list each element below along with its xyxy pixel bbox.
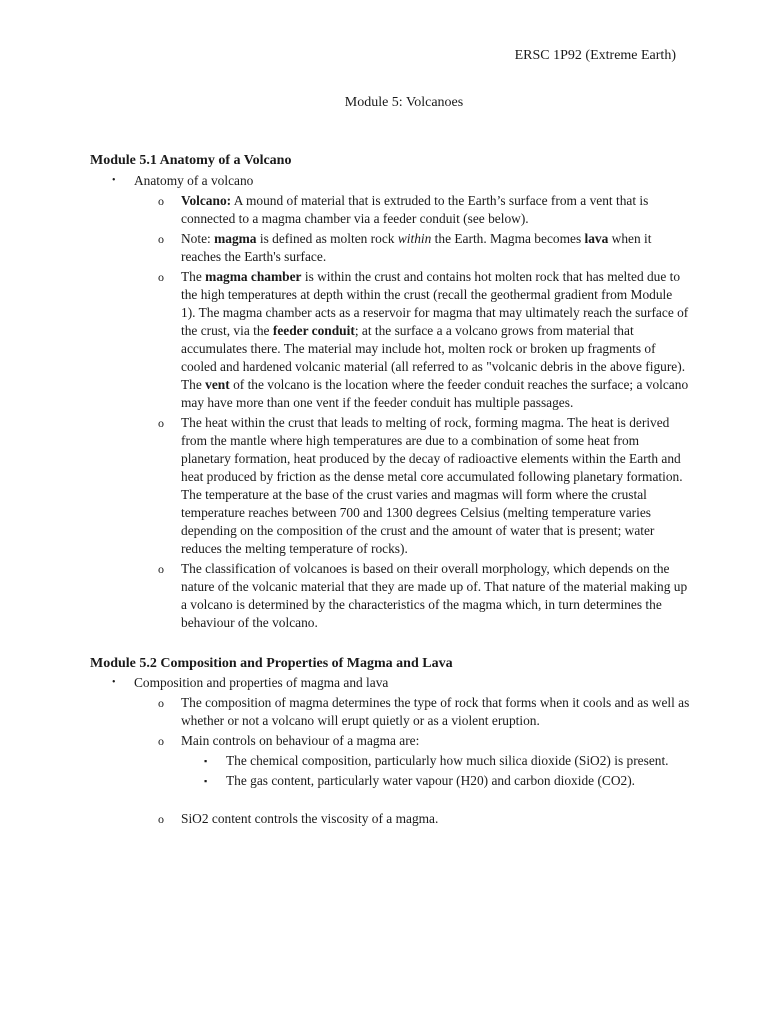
list-item bbox=[90, 172, 690, 190]
list-item bbox=[90, 560, 690, 632]
list-item-text: The chemical composition, particularly how much silica dioxide (SiO2) is present. bbox=[226, 753, 669, 768]
list-item-text: SiO2 content controls the viscosity of a magma. bbox=[181, 811, 439, 826]
list-item bbox=[90, 732, 690, 750]
list-item-text: Main controls on behaviour of a magma are: bbox=[181, 733, 420, 748]
section-5-1-list bbox=[90, 172, 690, 632]
list-item-text: Composition and properties of magma and lava bbox=[134, 675, 389, 690]
list-item bbox=[90, 694, 690, 730]
circle-marker: o bbox=[158, 232, 164, 246]
list-item-text: Note: magma is defined as molten rock within the Earth. Magma becomes lava when it reaches the Earth's surface. bbox=[181, 231, 652, 264]
list-item bbox=[90, 772, 690, 790]
circle-marker: o bbox=[158, 416, 164, 430]
list-item-text: The heat within the crust that leads to melting of rock, forming magma. The heat is derived from the mantle where high temperatures are due to a combination of some heat from planetary formation, heat produced by the decay of radioactive elements within the Earth and heat produced by friction as the dense metal core accumulated following planetary formation. The temperature at the base of the crust varies and magmas will form where the crustal temperature reaches between 700 and 1300 degrees Celsius (melting temperature varies depending on the composition of the crust and the amount of water that is present; water reduces the melting temperature of rocks). bbox=[181, 415, 683, 556]
circle-marker: o bbox=[158, 696, 164, 710]
square-marker: ▪ bbox=[204, 756, 208, 766]
list-item-text: Volcano: A mound of material that is extruded to the Earth’s surface from a vent that is connected to a magma chamber via a feeder conduit (see below). bbox=[181, 193, 649, 226]
list-item bbox=[90, 192, 690, 228]
section-heading-5-2: Module 5.2 Composition and Properties of Magma and Lava bbox=[90, 656, 453, 671]
course-code: ERSC 1P92 (Extreme Earth) bbox=[514, 48, 676, 63]
circle-marker: o bbox=[158, 734, 164, 748]
list-item bbox=[90, 414, 690, 558]
spacer bbox=[90, 790, 690, 808]
list-item-text: The magma chamber is within the crust and contains hot molten rock that has melted due to the high temperatures at depth within the crust (recall the geothermal gradient from Module 1). The magma chamber acts as a reservoir for magma that may ultimately reach the surface of the crust, via the feeder conduit; at the surface a a volcano grows from material that accumulates there. The material may include hot, molten rock or broken up fragments of cooled and hardened volcanic material (all referred to as "volcanic debris in the above figure). The vent of the volcano is the location where the feeder conduit reaches the surface; a volcano may have more than one vent if the feeder conduit has multiple passages. bbox=[181, 269, 689, 410]
section-5-2-list bbox=[90, 674, 690, 828]
list-item bbox=[90, 752, 690, 770]
document-body bbox=[90, 152, 690, 828]
list-item bbox=[90, 674, 690, 692]
list-item-text: Anatomy of a volcano bbox=[134, 173, 254, 188]
bullet-marker: • bbox=[112, 677, 116, 688]
square-marker: ▪ bbox=[204, 776, 208, 786]
circle-marker: o bbox=[158, 562, 164, 576]
circle-marker: o bbox=[158, 270, 164, 284]
list-item bbox=[90, 810, 690, 828]
list-item-text: The gas content, particularly water vapour (H20) and carbon dioxide (CO2). bbox=[226, 773, 636, 788]
list-item bbox=[90, 230, 690, 266]
list-item bbox=[90, 268, 690, 412]
list-item-text: The classification of volcanoes is based on their overall morphology, which depends on the nature of the volcanic material that they are made up of. That nature of the material making up a volcano is determined by the characteristics of the magma which, in turn determines the behaviour of the volcano. bbox=[181, 561, 688, 630]
circle-marker: o bbox=[158, 812, 164, 826]
section-heading-5-1: Module 5.1 Anatomy of a Volcano bbox=[90, 153, 292, 168]
circle-marker: o bbox=[158, 194, 164, 208]
list-item-text: The composition of magma determines the type of rock that forms when it cools and as well as whether or not a volcano will erupt quietly or as a violent eruption. bbox=[181, 695, 690, 728]
page-title: Module 5: Volcanoes bbox=[344, 95, 464, 110]
bullet-marker: • bbox=[112, 175, 116, 186]
